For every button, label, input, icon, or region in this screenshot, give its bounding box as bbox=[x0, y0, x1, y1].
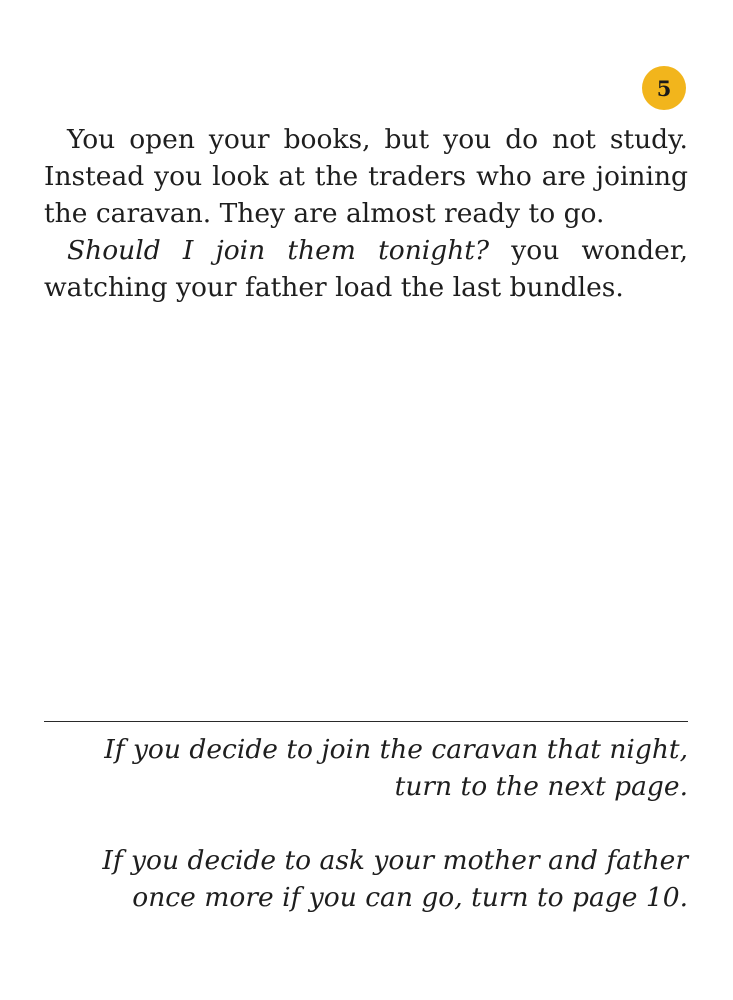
choice-2-line-2: once more if you can go, turn to page 10. bbox=[132, 882, 688, 913]
inner-thought: Should I join them tonight? bbox=[67, 235, 490, 266]
choice-ask-parents bbox=[44, 842, 688, 916]
choices-divider bbox=[44, 721, 688, 722]
story-paragraph-1: You open your books, but you do not study. Instead you look at the traders who are joining the caravan. They are almost ready to go. bbox=[44, 124, 688, 229]
choice-2-line-1: If you decide to ask your mother and father bbox=[102, 845, 688, 876]
choice-join-caravan bbox=[44, 731, 688, 805]
page-number: 5 bbox=[656, 75, 672, 101]
choice-1-line-1: If you decide to join the caravan that night, bbox=[104, 734, 688, 765]
choices-section bbox=[44, 731, 688, 916]
story-text bbox=[44, 121, 688, 306]
choice-1-line-2: turn to the next page. bbox=[394, 771, 688, 802]
story-paragraph-2 bbox=[44, 232, 688, 306]
story-paragraph-2-rest: you wonder, watching your father load the last bundles. bbox=[44, 235, 688, 303]
page-number-badge bbox=[642, 66, 686, 110]
